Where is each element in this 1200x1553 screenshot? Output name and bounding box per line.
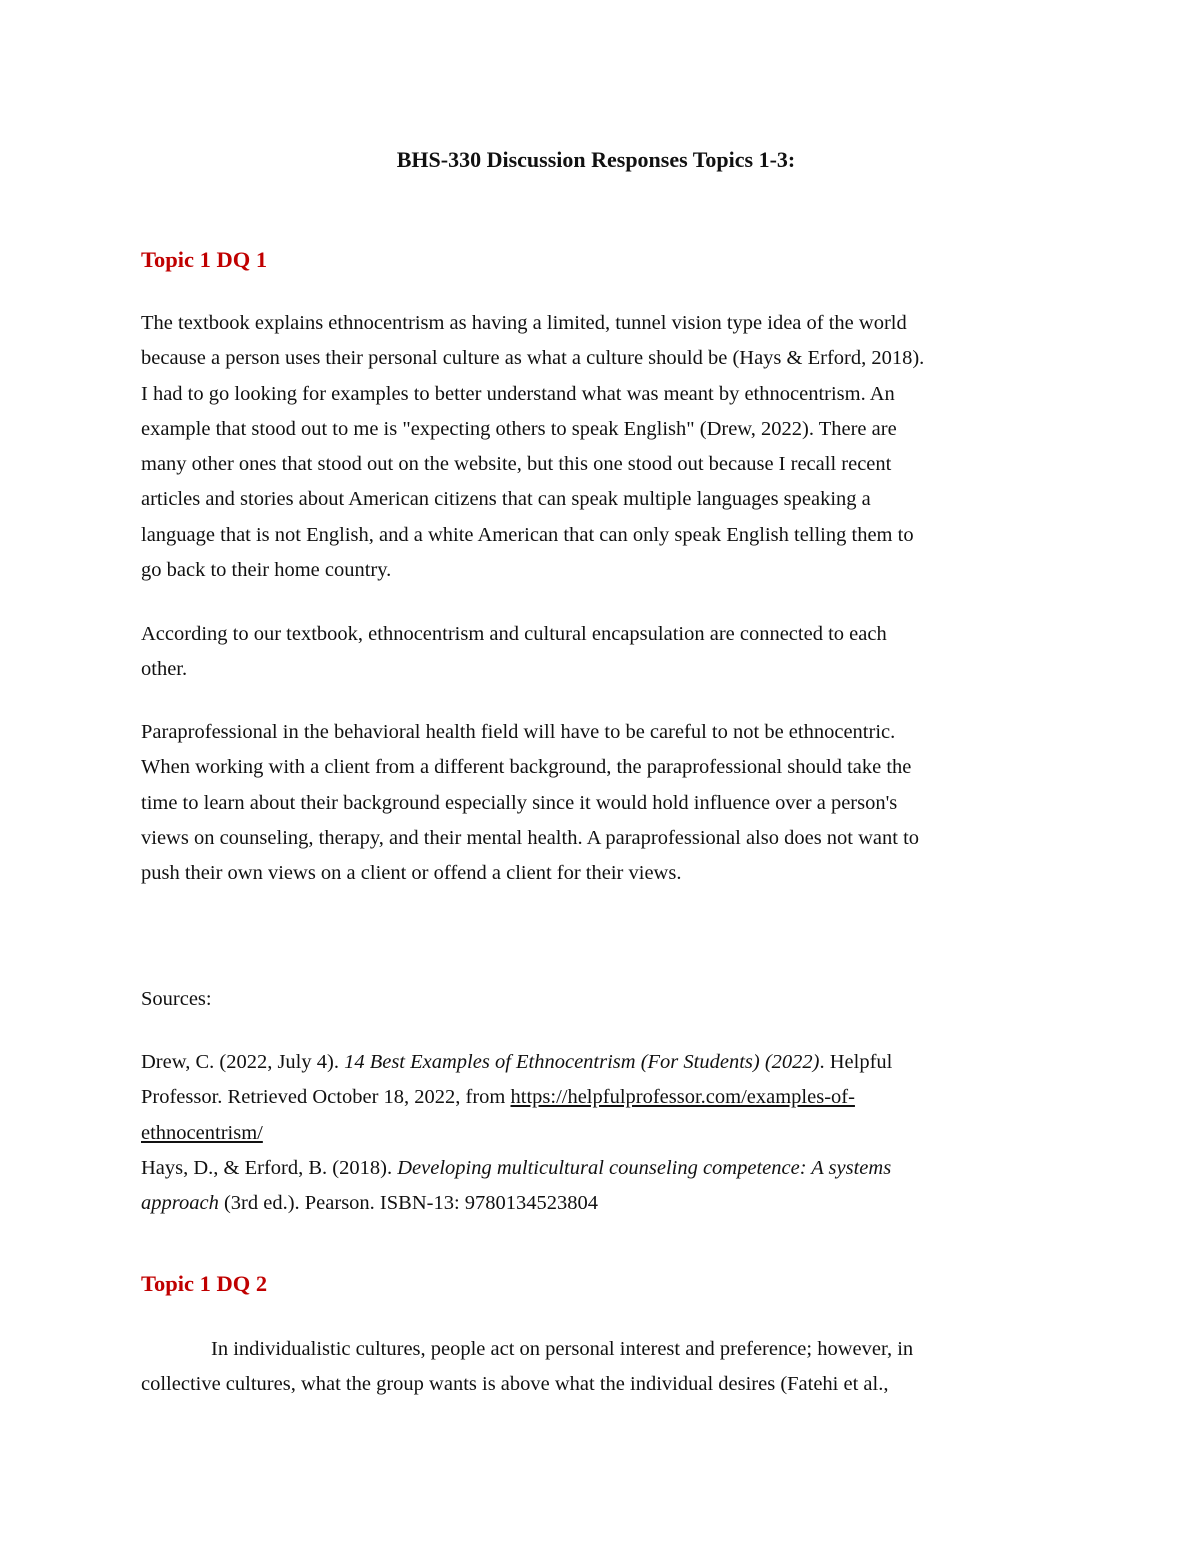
reference-title: approach — [141, 1192, 219, 1215]
reference-hays-line1 — [141, 1151, 1061, 1186]
reference-text: . Helpful — [819, 1051, 893, 1073]
text-line: collective cultures, what the group wants is above what the individual desires (Fatehi et al., — [141, 1373, 889, 1396]
reference-text: (3rd ed.). Pearson. ISBN-13: 9780134523804 — [218, 1192, 599, 1215]
reference-title: Developing multicultural counseling competence: A systems — [397, 1156, 892, 1179]
reference-link[interactable]: https://helpfulprofessor.com/examples-of- — [510, 1086, 855, 1109]
text-line: because a person uses their personal culture as what a culture should be (Hays & Erford, 2018). — [141, 347, 925, 370]
sources-label: Sources: — [141, 988, 212, 1010]
reference-drew-line3 — [141, 1116, 1061, 1151]
reference-link-continued[interactable]: ethnocentrism/ — [141, 1121, 263, 1144]
paragraph-cultural-encapsulation — [141, 617, 1061, 688]
paragraph-individualistic-cultures — [141, 1332, 1061, 1403]
text-line: The textbook explains ethnocentrism as having a limited, tunnel vision type idea of the world — [141, 312, 907, 334]
text-line: In individualistic cultures, people act on personal interest and preference; however, in — [211, 1338, 914, 1360]
reference-drew-line2 — [141, 1080, 1061, 1115]
text-line: example that stood out to me is "expecting others to speak English" (Drew, 2022). There are — [141, 417, 897, 440]
document-title: BHS-330 Discussion Responses Topics 1-3: — [396, 147, 796, 172]
text-line: articles and stories about American citizens that can speak multiple languages speaking a — [141, 488, 871, 511]
text-line: many other ones that stood out on the website, but this one stood out because I recall recent — [141, 453, 892, 476]
paragraph-ethnocentrism-definition — [141, 306, 1061, 588]
text-line: go back to their home country. — [141, 559, 392, 582]
text-line: time to learn about their background especially since it would hold influence over a person's — [141, 791, 898, 814]
reference-text: Hays, D., & Erford, B. (2018). — [141, 1156, 398, 1179]
text-line: I had to go looking for examples to better understand what was meant by ethnocentrism. An — [141, 382, 895, 405]
reference-hays-line2 — [141, 1186, 1061, 1221]
section-heading-topic1-dq1: Topic 1 DQ 1 — [141, 247, 268, 272]
references-list — [141, 1045, 1061, 1221]
text-line: Paraprofessional in the behavioral health field will have to be careful to not be ethnocentric. — [141, 721, 896, 743]
text-line: push their own views on a client or offend a client for their views. — [141, 862, 682, 885]
reference-title: 14 Best Examples of Ethnocentrism (For Students) (2022) — [344, 1051, 820, 1073]
section-heading-topic1-dq2: Topic 1 DQ 2 — [141, 1271, 268, 1296]
reference-text: Drew, C. (2022, July 4). — [141, 1051, 345, 1073]
text-line: When working with a client from a different background, the paraprofessional should take the — [141, 756, 912, 779]
paragraph-paraprofessional — [141, 715, 1061, 891]
text-line: language that is not English, and a white American that can only speak English telling them to — [141, 523, 914, 546]
text-line: According to our textbook, ethnocentrism and cultural encapsulation are connected to each — [141, 623, 887, 645]
reference-text: Professor. Retrieved October 18, 2022, from — [141, 1086, 511, 1109]
reference-drew-line1 — [141, 1045, 1061, 1080]
text-line: views on counseling, therapy, and their mental health. A paraprofessional also does not want to — [141, 826, 920, 849]
text-line: other. — [141, 658, 188, 681]
